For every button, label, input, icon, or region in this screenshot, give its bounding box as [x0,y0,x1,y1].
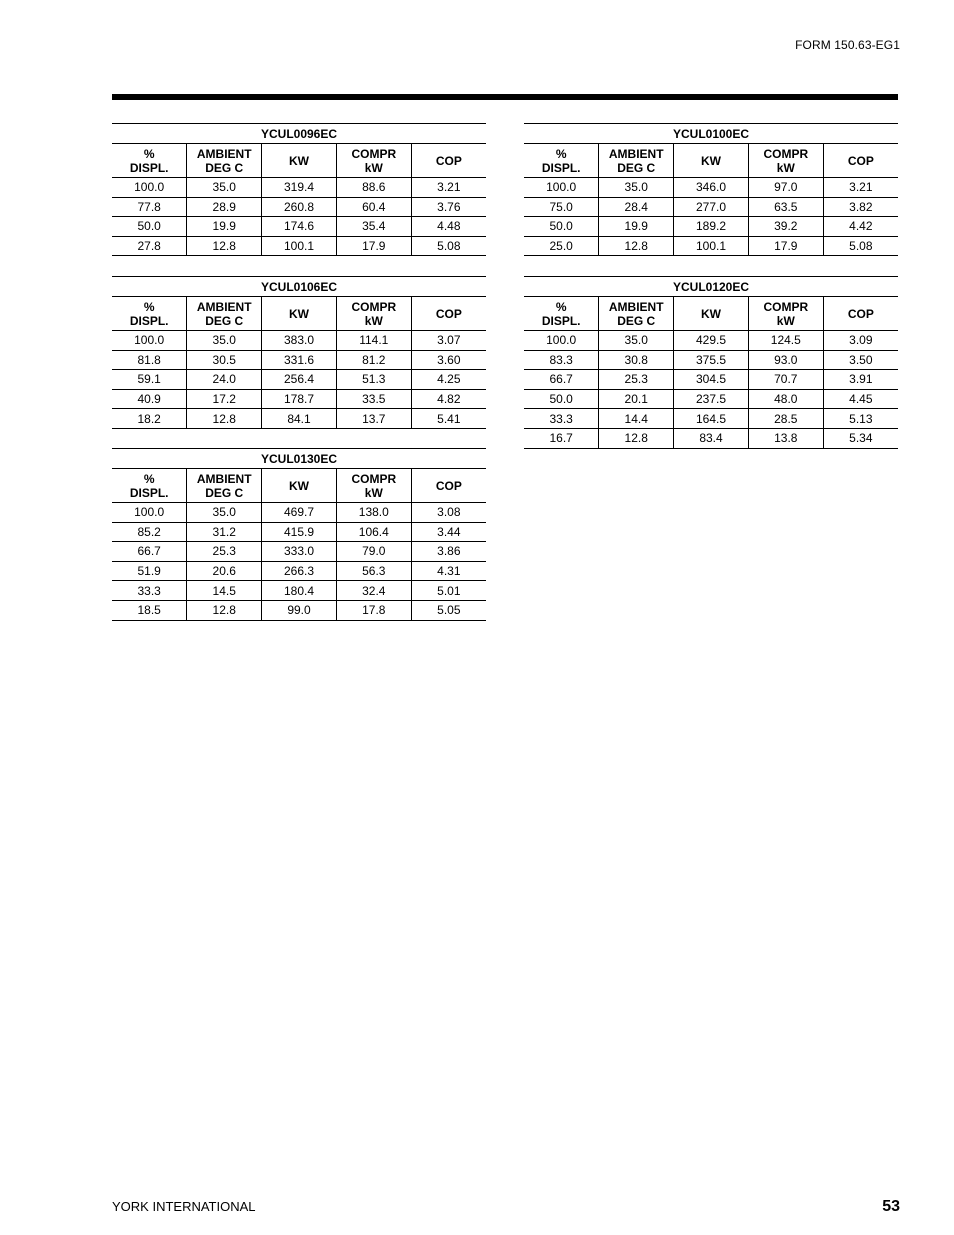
table-cell: 28.5 [748,409,823,429]
table-cell: 266.3 [262,561,337,581]
table-cell: 164.5 [674,409,749,429]
table-cell: 124.5 [748,331,823,351]
table-cell: 32.4 [336,581,411,601]
performance-table-ycul0096ec [112,123,486,256]
column-header: COP [411,297,486,331]
table-cell: 85.2 [112,522,187,542]
table-cell: 28.9 [187,197,262,217]
table-cell: 14.4 [599,409,674,429]
table-row [524,370,898,390]
table-row [524,178,898,198]
table-cell: 304.5 [674,370,749,390]
table-title: YCUL0130EC [112,449,486,469]
table-cell: 48.0 [748,389,823,409]
table-cell: 33.3 [112,581,187,601]
table-row [112,542,486,562]
column-header: % DISPL. [524,297,599,331]
table-row [112,522,486,542]
table-row [524,409,898,429]
table-cell: 3.09 [823,331,898,351]
table-row [112,350,486,370]
table-cell: 5.41 [411,409,486,429]
table-cell: 97.0 [748,178,823,198]
form-number: FORM 150.63-EG1 [795,38,900,52]
table-row [524,428,898,448]
table-cell: 3.21 [823,178,898,198]
column-header: COMPR kW [336,144,411,178]
table-cell: 63.5 [748,197,823,217]
table-cell: 12.8 [187,600,262,620]
table-cell: 178.7 [262,389,337,409]
table-title: YCUL0120EC [524,277,898,297]
table-cell: 100.0 [524,178,599,198]
table-row [112,409,486,429]
table-cell: 93.0 [748,350,823,370]
table-cell: 35.0 [187,331,262,351]
table-cell: 5.05 [411,600,486,620]
table-row [524,350,898,370]
table-cell: 30.5 [187,350,262,370]
table-cell: 40.9 [112,389,187,409]
table-cell: 256.4 [262,370,337,390]
table-cell: 25.3 [599,370,674,390]
table-cell: 81.2 [336,350,411,370]
table-cell: 27.8 [112,236,187,256]
table-cell: 12.8 [599,428,674,448]
table-cell: 189.2 [674,217,749,237]
table-cell: 114.1 [336,331,411,351]
header-rule [112,94,898,100]
column-header: AMBIENT DEG C [599,144,674,178]
column-header: COMPR kW [336,469,411,503]
table-cell: 3.91 [823,370,898,390]
table-cell: 70.7 [748,370,823,390]
column-header: COMPR kW [748,144,823,178]
table-cell: 3.50 [823,350,898,370]
table-cell: 429.5 [674,331,749,351]
table-cell: 50.0 [112,217,187,237]
table-cell: 19.9 [187,217,262,237]
table-cell: 13.8 [748,428,823,448]
table-row [524,389,898,409]
table-cell: 66.7 [112,542,187,562]
table-cell: 4.82 [411,389,486,409]
column-header: COP [823,297,898,331]
table-cell: 331.6 [262,350,337,370]
table-cell: 174.6 [262,217,337,237]
table-row [112,370,486,390]
table-cell: 17.9 [748,236,823,256]
table-cell: 100.0 [112,331,187,351]
table-cell: 30.8 [599,350,674,370]
table-cell: 50.0 [524,217,599,237]
table-cell: 17.8 [336,600,411,620]
table-cell: 25.3 [187,542,262,562]
column-header: KW [674,144,749,178]
table-cell: 237.5 [674,389,749,409]
table-cell: 18.5 [112,600,187,620]
table-cell: 51.9 [112,561,187,581]
table-cell: 35.0 [187,178,262,198]
table-cell: 3.21 [411,178,486,198]
table-cell: 39.2 [748,217,823,237]
table-cell: 319.4 [262,178,337,198]
column-header: % DISPL. [112,469,187,503]
table-row [112,503,486,523]
table-cell: 100.1 [262,236,337,256]
table-cell: 5.08 [411,236,486,256]
table-cell: 56.3 [336,561,411,581]
column-header: COMPR kW [748,297,823,331]
table-row [112,178,486,198]
table-cell: 60.4 [336,197,411,217]
column-header: KW [674,297,749,331]
table-cell: 5.34 [823,428,898,448]
column-header: COP [411,469,486,503]
table-title: YCUL0106EC [112,277,486,297]
table-cell: 3.76 [411,197,486,217]
table-cell: 84.1 [262,409,337,429]
table-cell: 4.25 [411,370,486,390]
column-header: AMBIENT DEG C [187,469,262,503]
table-cell: 5.13 [823,409,898,429]
table-cell: 31.2 [187,522,262,542]
table-cell: 277.0 [674,197,749,217]
table-cell: 79.0 [336,542,411,562]
table-cell: 14.5 [187,581,262,601]
table-row [524,331,898,351]
table-cell: 180.4 [262,581,337,601]
page-number: 53 [882,1198,900,1215]
table-row [524,217,898,237]
table-cell: 66.7 [524,370,599,390]
table-cell: 4.45 [823,389,898,409]
column-header: % DISPL. [524,144,599,178]
table-cell: 35.0 [187,503,262,523]
performance-table-ycul0100ec [524,123,898,256]
table-cell: 77.8 [112,197,187,217]
table-cell: 51.3 [336,370,411,390]
table-cell: 3.44 [411,522,486,542]
table-row [112,331,486,351]
column-header: KW [262,469,337,503]
table-row [112,561,486,581]
table-cell: 346.0 [674,178,749,198]
column-header: % DISPL. [112,297,187,331]
table-cell: 4.42 [823,217,898,237]
column-header: KW [262,144,337,178]
table-cell: 35.4 [336,217,411,237]
table-cell: 99.0 [262,600,337,620]
table-cell: 35.0 [599,331,674,351]
table-cell: 81.8 [112,350,187,370]
column-header: COMPR kW [336,297,411,331]
table-cell: 3.82 [823,197,898,217]
table-cell: 12.8 [599,236,674,256]
column-header: % DISPL. [112,144,187,178]
table-cell: 17.2 [187,389,262,409]
table-cell: 100.1 [674,236,749,256]
table-cell: 3.86 [411,542,486,562]
table-cell: 59.1 [112,370,187,390]
table-cell: 20.1 [599,389,674,409]
column-header: AMBIENT DEG C [187,144,262,178]
table-cell: 16.7 [524,428,599,448]
table-cell: 17.9 [336,236,411,256]
table-cell: 50.0 [524,389,599,409]
table-cell: 138.0 [336,503,411,523]
table-cell: 3.60 [411,350,486,370]
table-cell: 25.0 [524,236,599,256]
table-cell: 33.5 [336,389,411,409]
table-row [112,197,486,217]
table-cell: 4.31 [411,561,486,581]
table-cell: 333.0 [262,542,337,562]
table-cell: 75.0 [524,197,599,217]
table-cell: 100.0 [112,503,187,523]
table-cell: 383.0 [262,331,337,351]
table-cell: 469.7 [262,503,337,523]
table-cell: 88.6 [336,178,411,198]
table-cell: 18.2 [112,409,187,429]
column-header: COP [823,144,898,178]
table-cell: 33.3 [524,409,599,429]
performance-table-ycul0106ec [112,276,486,429]
table-cell: 83.4 [674,428,749,448]
table-cell: 100.0 [112,178,187,198]
table-cell: 35.0 [599,178,674,198]
table-cell: 106.4 [336,522,411,542]
table-cell: 5.01 [411,581,486,601]
table-cell: 12.8 [187,236,262,256]
table-cell: 83.3 [524,350,599,370]
table-cell: 260.8 [262,197,337,217]
column-header: AMBIENT DEG C [599,297,674,331]
table-cell: 13.7 [336,409,411,429]
performance-table-ycul0120ec [524,276,898,449]
table-row [112,217,486,237]
table-cell: 19.9 [599,217,674,237]
table-cell: 375.5 [674,350,749,370]
table-cell: 5.08 [823,236,898,256]
table-row [112,581,486,601]
table-row [524,236,898,256]
table-cell: 3.08 [411,503,486,523]
table-row [112,236,486,256]
table-cell: 12.8 [187,409,262,429]
table-cell: 4.48 [411,217,486,237]
column-header: COP [411,144,486,178]
table-cell: 24.0 [187,370,262,390]
table-cell: 28.4 [599,197,674,217]
table-cell: 415.9 [262,522,337,542]
column-header: AMBIENT DEG C [187,297,262,331]
table-row [112,389,486,409]
table-row [524,197,898,217]
table-row [112,600,486,620]
table-title: YCUL0096EC [112,124,486,144]
footer-company: YORK INTERNATIONAL [112,1199,256,1214]
table-title: YCUL0100EC [524,124,898,144]
column-header: KW [262,297,337,331]
table-cell: 3.07 [411,331,486,351]
table-cell: 100.0 [524,331,599,351]
performance-table-ycul0130ec [112,448,486,621]
table-cell: 20.6 [187,561,262,581]
